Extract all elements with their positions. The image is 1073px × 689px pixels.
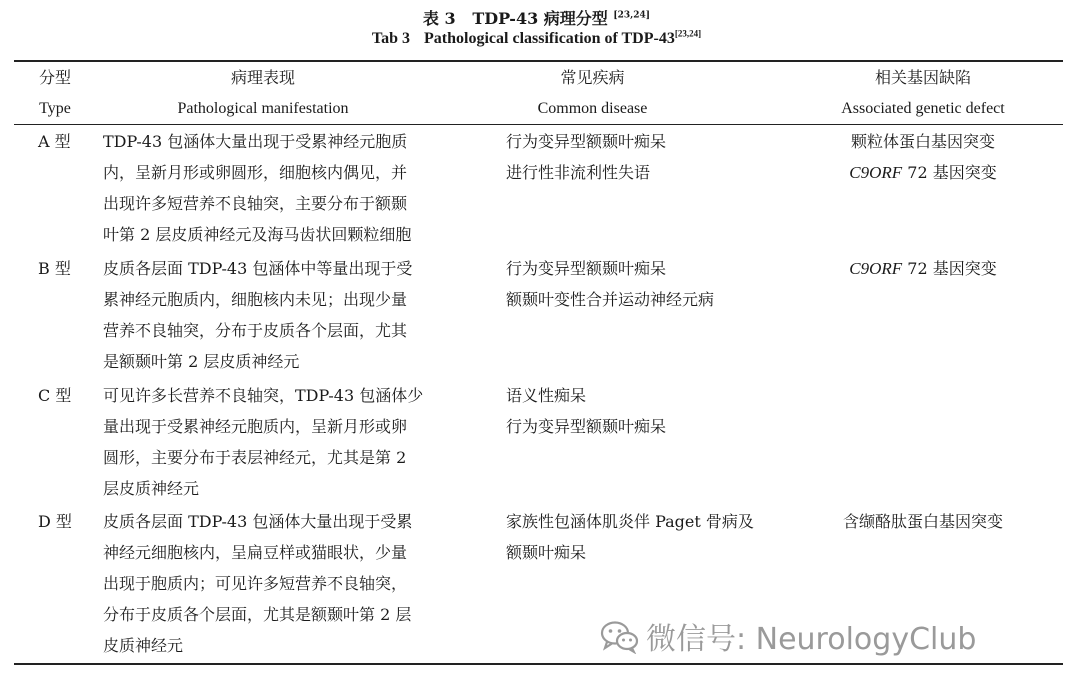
gene-text: 72 基因突变 [902,163,997,182]
caption-ref-en: [23,24] [674,28,702,39]
gene-line [803,157,1043,188]
row-disease [506,253,796,315]
row-type: D 型 [38,512,72,531]
caption-title-en: Pathological classification of TDP-43 [424,30,675,47]
gene-text: 含缬酪肽蛋白基因突变 [842,512,1003,531]
gene-italic: C9ORF [849,163,903,182]
row-type: B 型 [38,259,71,278]
pathology-line: 圆形，主要分布于表层神经元，尤其是第 2 [103,448,407,467]
header-gene [793,62,1053,124]
gene-line [803,506,1043,537]
pathology-line: 皮质神经元 [103,636,184,655]
gene-text: 72 基因突变 [902,259,997,278]
row-disease [506,126,796,188]
header-disease [470,62,715,124]
pathology-line: 皮质各层面 TDP-43 包涵体大量出现于受累 [103,512,413,531]
row-type: C 型 [38,386,72,405]
row-gene [803,253,1043,284]
pathology-line: 可见许多长营养不良轴突，TDP-43 包涵体少 [103,386,424,405]
disease-line: 额颞叶变性合并运动神经元病 [506,290,715,309]
gene-line [803,126,1043,157]
caption-label-en: Tab 3 [371,30,411,47]
disease-line: 语义性痴呆 [506,386,587,405]
row-pathology [103,126,468,250]
table-caption-chinese [0,6,1073,29]
caption-title-cn: TDP-43 病理分型 [472,9,608,28]
header-type-en: Type [39,100,71,117]
pathology-line: 叶第 2 层皮质神经元及海马齿状回颗粒细胞 [103,225,412,244]
table-bottom-rule [14,663,1063,665]
row-pathology [103,506,468,661]
pathology-line: 累神经元胞质内，细胞核内未见；出现少量 [103,290,408,309]
watermark-text: 微信号: NeurologyClub [646,622,977,657]
disease-line: 行为变异型额颞叶痴呆 [506,417,667,436]
disease-line: 家族性包涵体肌炎伴 Paget 骨病及 [506,512,754,531]
watermark [600,614,976,662]
table-caption-english [0,30,1073,48]
pathology-line: 量出现于受累神经元胞质内，呈新月形或卵 [103,417,408,436]
row-pathology [103,380,468,504]
gene-text: 颗粒体蛋白基因突变 [850,132,995,151]
caption-ref-cn: [23,24] [613,10,651,21]
gene-italic: C9ORF [849,259,903,278]
disease-line: 进行性非流利性失语 [506,163,651,182]
row-type: A 型 [38,132,71,151]
header-disease-cn: 常见疾病 [560,68,625,87]
pathology-line: 出现于胞质内；可见许多短营养不良轴突， [103,574,408,593]
row-disease [506,506,796,568]
header-pathology-en: Pathological manifestation [177,100,349,117]
pathology-line: TDP-43 包涵体大量出现于受累神经元胞质 [103,132,408,151]
disease-line: 行为变异型额颞叶痴呆 [506,259,667,278]
pathology-line: 内，呈新月形或卵圆形，细胞核内偶见，并 [103,163,408,182]
header-type [14,62,96,124]
gene-line [803,253,1043,284]
row-gene [803,506,1043,537]
header-disease-en: Common disease [537,100,648,117]
disease-line: 行为变异型额颞叶痴呆 [506,132,667,151]
header-gene-en: Associated genetic defect [841,100,1005,117]
pathology-line: 营养不良轴突，分布于皮质各个层面，尤其 [103,321,408,340]
pathology-line: 层皮质神经元 [103,479,200,498]
wechat-icon [600,620,640,662]
header-type-cn: 分型 [38,68,71,87]
disease-line: 额颞叶痴呆 [506,543,587,562]
pathology-line: 分布于皮质各个层面，尤其是额颞叶第 2 层 [103,605,412,624]
pathology-line: 皮质各层面 TDP-43 包涵体中等量出现于受 [103,259,413,278]
header-pathology-cn: 病理表现 [230,68,295,87]
header-pathology [103,62,423,124]
table-header-rule [14,124,1063,125]
pathology-line: 是额颞叶第 2 层皮质神经元 [103,352,300,371]
row-gene [803,126,1043,188]
row-disease [506,380,796,442]
header-gene-cn: 相关基因缺陷 [874,68,971,87]
caption-label-cn: 表 3 [422,9,456,28]
pathology-line: 出现许多短营养不良轴突，主要分布于额颞 [103,194,408,213]
row-pathology [103,253,468,377]
pathology-line: 神经元细胞核内，呈扁豆样或猫眼状，少量 [103,543,408,562]
